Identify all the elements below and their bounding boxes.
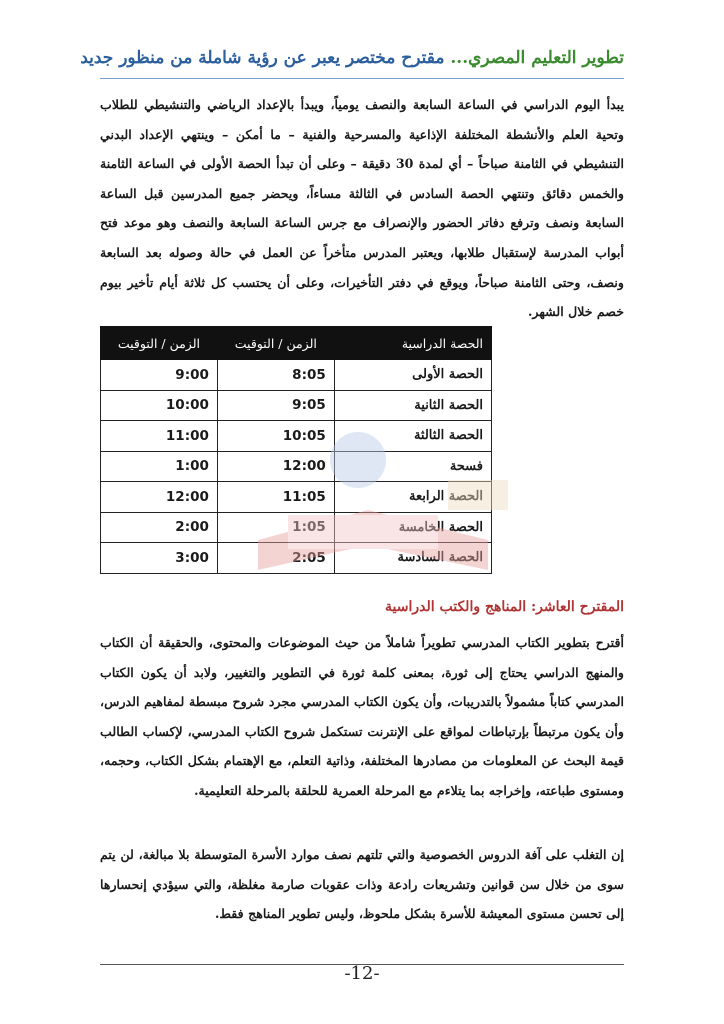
period-name: الحصة الثانية [334,390,491,421]
start-time: 1:05 [217,512,334,543]
start-time: 11:05 [217,482,334,513]
table-row [101,421,492,452]
page-header [80,48,624,68]
section-paragraph: أقترح بتطوير الكتاب المدرسي تطويراً شاملاً من حيث الموضوعات والمحتوى، والحقيقة أن الكتاب والمنهج الدراسي يحتاج إلى ثورة، بمعنى كلمة ثورة في التطوير والتغيير، ولابد أن يكون الكتاب المدرسي كتاباً مشمولاً بالتدريبات، وأن يكون الكتاب المدرسي مجرد شروح مبسطة لمفاهيم الدرس، وأن يكون مرتبطاً بإرتباطات لمواقع على الإنترنت تستكمل شروح الكتاب المدرسي، لإكساب الطالب قيمة البحث عن المعلومات من مصادرها المختلفة، وذاتية التعلم، مع الإهتمام بشكل الكتاب، وحجمه، ومستوى طباعته، وإخراجه بما يتلاءم مع المرحلة العمرية للحلقة بالمرحلة التعليمية. [100,635,624,798]
period-name: الحصة الرابعة [334,482,491,513]
period-name: الحصة السادسة [334,543,491,574]
period-name: الحصة الثالثة [334,421,491,452]
table-row [101,482,492,513]
end-time: 9:00 [101,360,218,391]
end-time: 12:00 [101,482,218,513]
page-number: -12- [344,963,380,984]
table-row [101,390,492,421]
start-time: 9:05 [217,390,334,421]
section-title: المقترح العاشر: المناهج والكتب الدراسية [384,599,624,615]
schedule-table [100,326,492,574]
table-header-row [101,327,492,360]
start-time: 10:05 [217,421,334,452]
table-row [101,451,492,482]
header-start-time: الزمن / التوقيت [217,327,334,360]
period-name: فسحة [334,451,491,482]
table-row [101,512,492,543]
period-name: الحصة الأولى [334,360,491,391]
start-time: 12:00 [217,451,334,482]
closing-paragraph: إن التغلب على آفة الدروس الخصوصية والتي تلتهم نصف موارد الأسرة المتوسطة بلا مبالغة، لن يتم سوى من خلال سن قوانين وتشريعات رادعة وذات عقوبات صارمة مغلظة، والتي سيؤدي إنحسارها إلى تحسن مستوى المعيشة للأسرة بشكل ملحوظ، وليس تطوير المناهج فقط. [100,847,624,922]
start-time: 2:05 [217,543,334,574]
table-row [101,543,492,574]
period-name: الحصة الخامسة [334,512,491,543]
header-period: الحصة الدراسية [334,327,491,360]
end-time: 10:00 [101,390,218,421]
header-end-time: الزمن / التوقيت [101,327,218,360]
start-time: 8:05 [217,360,334,391]
end-time: 11:00 [101,421,218,452]
end-time: 1:00 [101,451,218,482]
header-title-part1: تطوير التعليم المصري... [450,48,624,68]
table-row [101,360,492,391]
end-time: 3:00 [101,543,218,574]
header-divider [100,78,624,79]
end-time: 2:00 [101,512,218,543]
intro-paragraph: يبدأ اليوم الدراسي في الساعة السابعة والنصف يومياً، ويبدأ بالإعداد الرياضي والتنشيطي للطلاب وتحية العلم والأنشطة المختلفة الإذاعية والمسرحية والفنية – ما أمكن – وينتهي الإعداد البدني التنشيطي في الثامنة صباحاً – أي لمدة 30 دقيقة – وعلى أن تبدأ الحصة الأولى في الساعة الثامنة والخمس دقائق وتنتهي الحصة السادس في الثالثة مساءاً، ويحضر جميع المدرسين قبل الساعة السابعة ونصف وترفع دفاتر الحضور والإنصراف مع جرس الساعة السابعة والنصف وهو موعد فتح أبواب المدرسة لإستقبال طلابها، ويعتبر المدرس متأخراً عن العمل في حالة وصوله بعد السابعة ونصف، وحتى الثامنة صباحاً، ويوقع في دفتر التأخيرات، وعلى أن يحتسب كل ثلاثة أيام تأخير بيوم خصم خلال الشهر. [100,97,624,320]
header-title-part2: مقترح مختصر يعبر عن رؤية شاملة من منظور جديد [80,48,451,68]
